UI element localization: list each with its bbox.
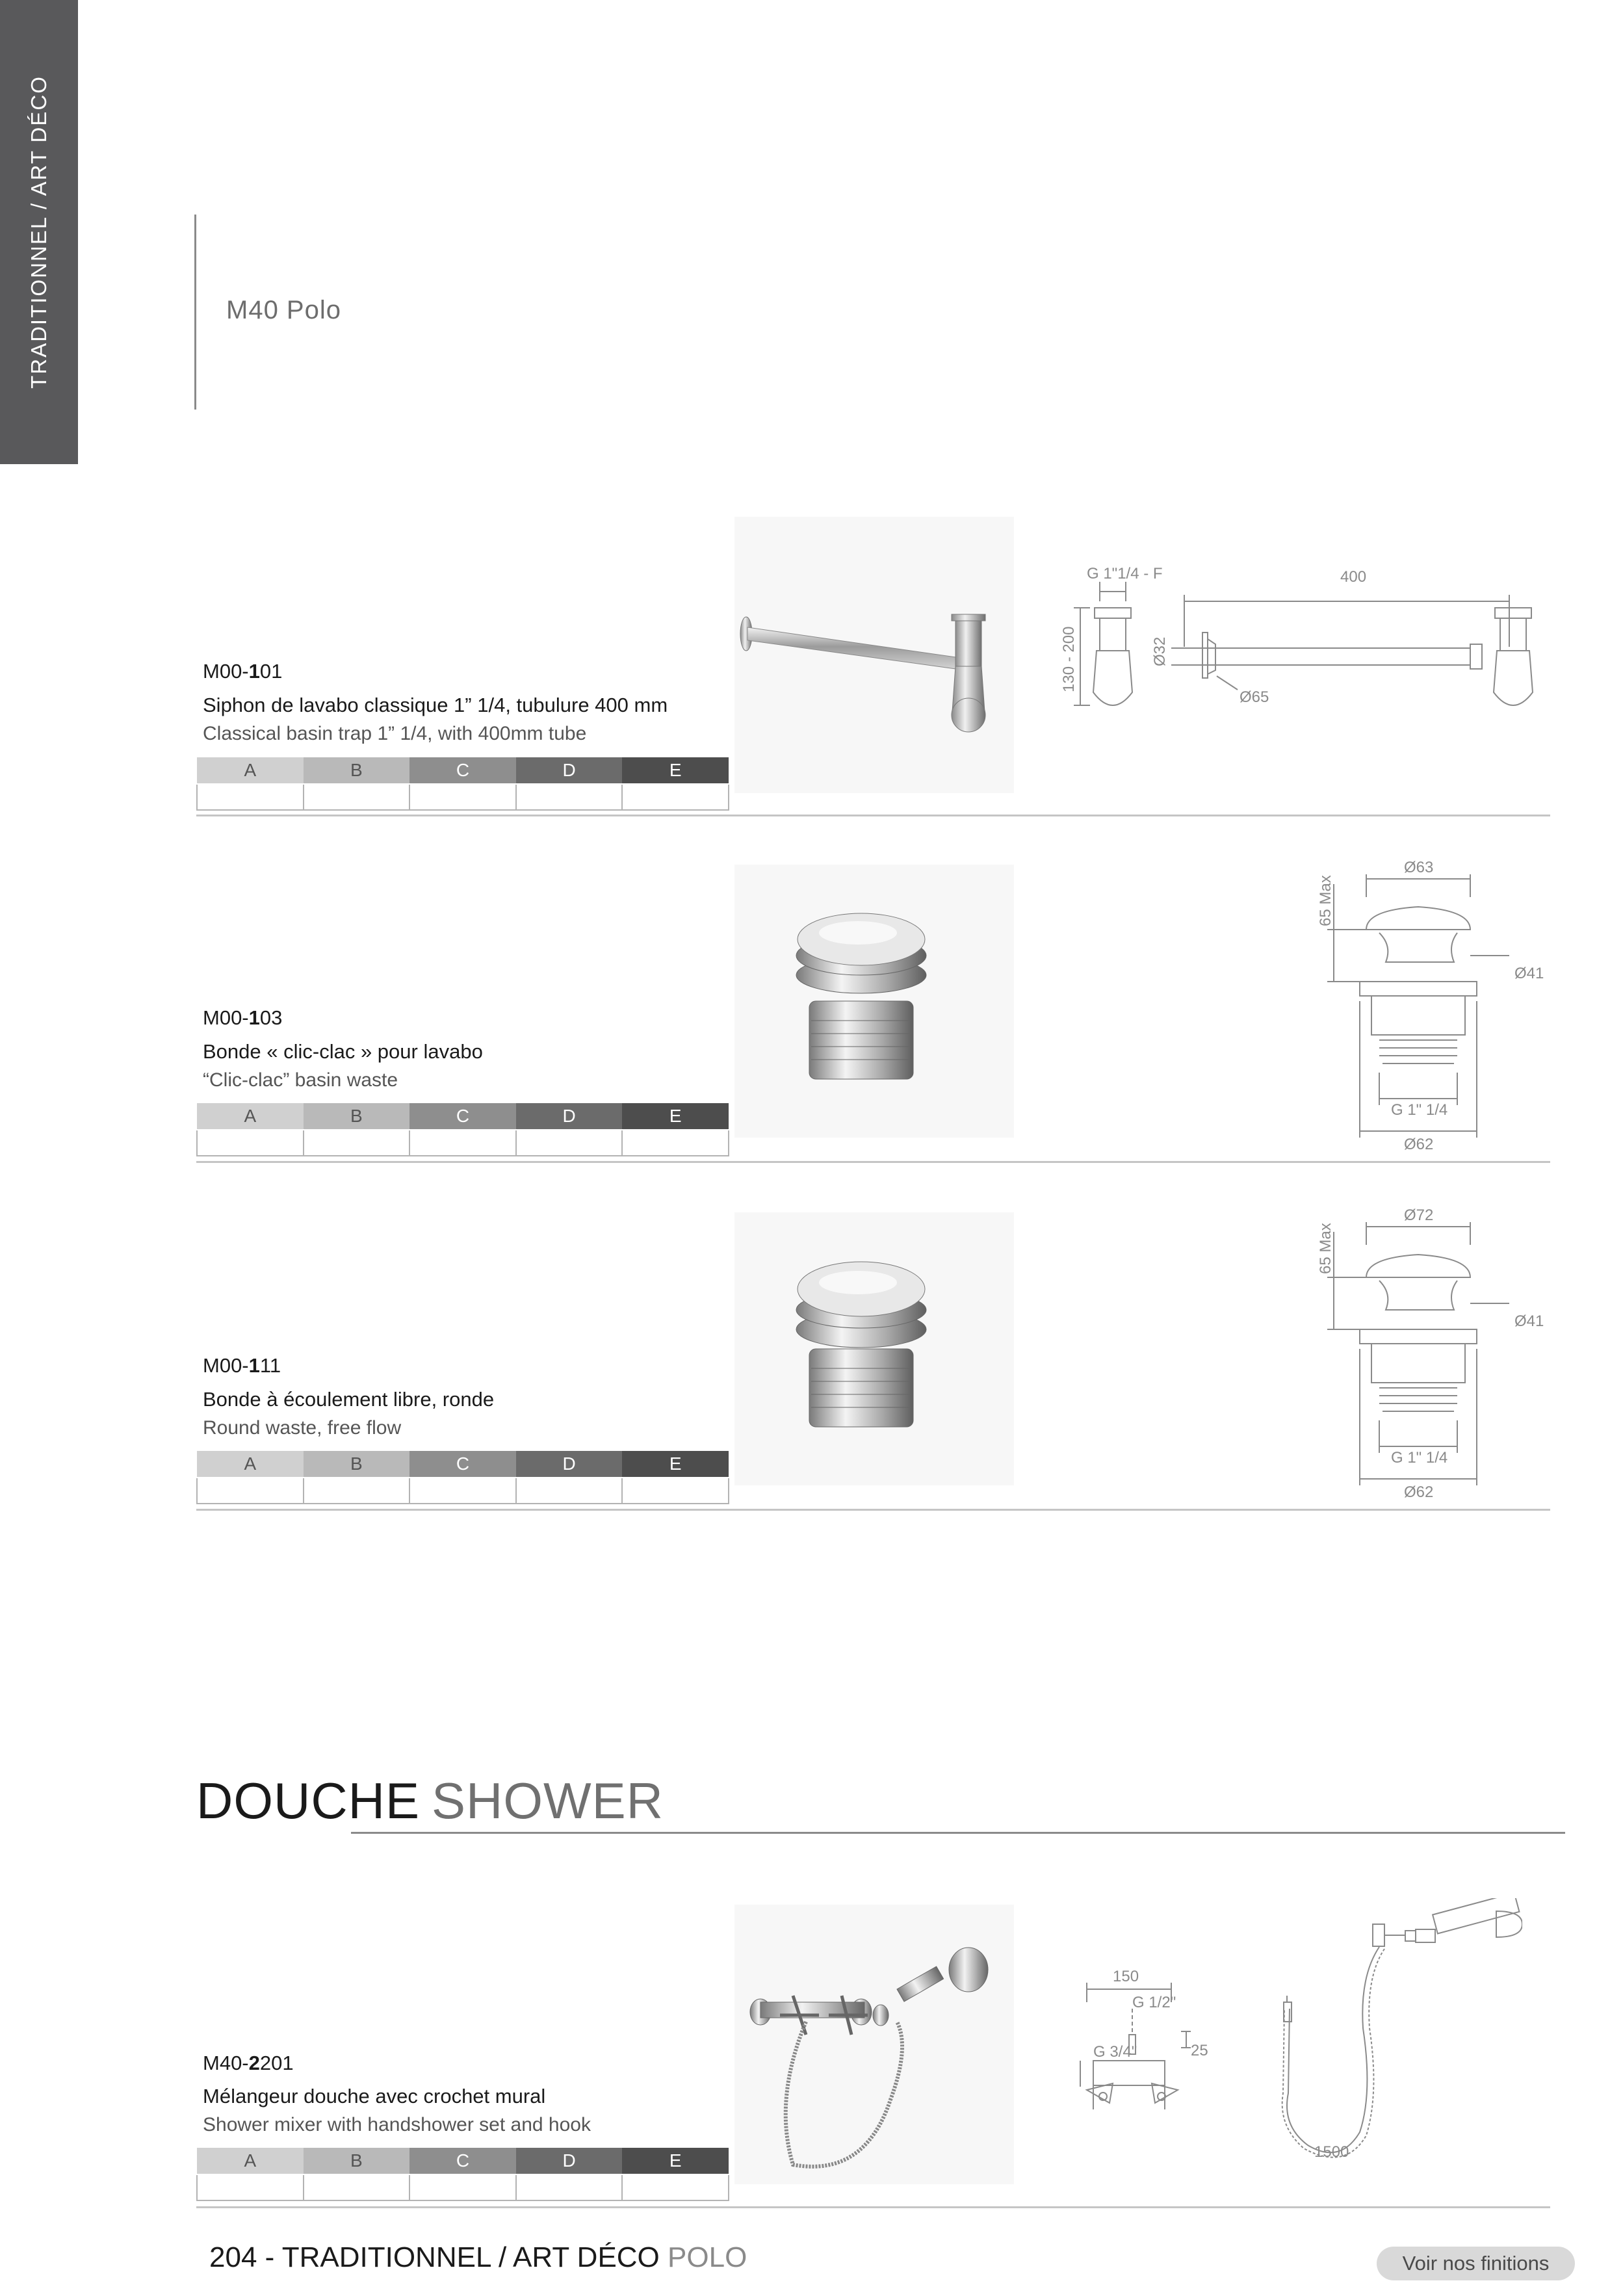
finish-b[interactable]: B — [304, 1102, 410, 1130]
product-code: M00-101 — [203, 660, 283, 683]
finish-a[interactable]: A — [197, 1102, 304, 1130]
finish-d[interactable]: D — [516, 1102, 623, 1130]
finish-c[interactable]: C — [409, 757, 516, 784]
side-tab — [0, 0, 78, 464]
product-photo-round-waste — [734, 1212, 1014, 1485]
dimension-drawing-handshower — [1249, 1898, 1522, 2171]
finish-e[interactable]: E — [622, 2147, 729, 2174]
product-name-fr: Bonde « clic-clac » pour lavabo — [203, 1040, 483, 1063]
footer-accent: POLO — [668, 2241, 747, 2273]
finish-b[interactable]: B — [304, 2147, 410, 2174]
product-code: M40-2201 — [203, 2052, 294, 2074]
finish-b[interactable]: B — [304, 1450, 410, 1478]
product-name-fr: Siphon de lavabo classique 1” 1/4, tubulure 400 mm — [203, 694, 668, 716]
row-divider — [196, 1161, 1550, 1163]
svg-text:65 Max: 65 Max — [1317, 875, 1334, 926]
section-title-en: SHOWER — [432, 1772, 664, 1829]
view-finishes-button[interactable]: Voir nos finitions — [1377, 2247, 1575, 2280]
svg-text:150: 150 — [1113, 1968, 1139, 1985]
finish-table — [196, 2146, 729, 2201]
product-name-en: Classical basin trap 1” 1/4, with 400mm tube — [203, 723, 587, 744]
finish-d[interactable]: D — [516, 2147, 623, 2174]
product-name-en: Shower mixer with handshower set and hook — [203, 2114, 591, 2135]
dimension-drawing-clic-clac — [1275, 858, 1548, 1157]
svg-text:Ø32: Ø32 — [1151, 636, 1169, 666]
svg-text:G 1" 1/4: G 1" 1/4 — [1391, 1101, 1448, 1119]
product-m40-2201 — [196, 1898, 1550, 2204]
product-code: M00-103 — [203, 1006, 283, 1029]
svg-text:25: 25 — [1191, 2042, 1208, 2059]
page-footer — [209, 2241, 747, 2274]
svg-text:Ø65: Ø65 — [1240, 688, 1269, 706]
row-divider — [196, 815, 1550, 816]
svg-text:G 1/2": G 1/2" — [1132, 1994, 1176, 2011]
svg-text:G 1" 1/4: G 1" 1/4 — [1391, 1449, 1448, 1467]
finish-e[interactable]: E — [622, 757, 729, 784]
product-m00-111 — [196, 1206, 1550, 1511]
finish-a[interactable]: A — [197, 2147, 304, 2174]
finish-e[interactable]: E — [622, 1450, 729, 1478]
product-name-en: “Clic-clac” basin waste — [203, 1069, 398, 1091]
finish-c[interactable]: C — [409, 1102, 516, 1130]
svg-text:G 1"1/4 - F: G 1"1/4 - F — [1087, 565, 1163, 582]
svg-text:Ø62: Ø62 — [1404, 1483, 1434, 1501]
row-divider — [196, 2206, 1550, 2208]
product-photo-shower-mixer — [734, 1905, 1014, 2184]
section-heading — [196, 1771, 664, 1831]
dimension-drawing-shower-mixer — [1067, 1963, 1262, 2158]
finish-table — [196, 1102, 729, 1156]
row-divider — [196, 1509, 1550, 1511]
svg-text:G 3/4": G 3/4" — [1093, 2043, 1137, 2061]
footer-page-label: 204 - TRADITIONNEL / ART DÉCO — [209, 2241, 660, 2273]
finish-b[interactable]: B — [304, 757, 410, 784]
finish-d[interactable]: D — [516, 757, 623, 784]
svg-text:Ø62: Ø62 — [1404, 1136, 1434, 1153]
finish-c[interactable]: C — [409, 2147, 516, 2174]
dimension-drawing-round-waste — [1275, 1206, 1548, 1505]
svg-text:400: 400 — [1340, 568, 1367, 586]
product-name-en: Round waste, free flow — [203, 1417, 402, 1439]
side-tab-label: TRADITIONNEL / ART DÉCO — [27, 75, 51, 389]
finish-c[interactable]: C — [409, 1450, 516, 1478]
finish-table — [196, 1450, 729, 1504]
finish-a[interactable]: A — [197, 757, 304, 784]
finish-a[interactable]: A — [197, 1450, 304, 1478]
product-code: M00-111 — [203, 1354, 281, 1377]
series-title: M40 Polo — [226, 296, 341, 324]
dimension-drawing-trap — [1054, 562, 1548, 796]
finish-d[interactable]: D — [516, 1450, 623, 1478]
svg-text:Ø41: Ø41 — [1514, 965, 1544, 982]
product-name-fr: Mélangeur douche avec crochet mural — [203, 2085, 546, 2107]
product-photo-waste — [734, 865, 1014, 1138]
svg-text:130 - 200: 130 - 200 — [1060, 626, 1078, 692]
section-title-fr: DOUCHE — [196, 1772, 421, 1829]
product-name-fr: Bonde à écoulement libre, ronde — [203, 1388, 495, 1411]
svg-text:1500: 1500 — [1314, 2143, 1349, 2161]
product-photo-trap — [734, 517, 1014, 793]
svg-text:65 Max: 65 Max — [1317, 1223, 1334, 1274]
finish-e[interactable]: E — [622, 1102, 729, 1130]
section-divider — [351, 1832, 1565, 1834]
svg-text:Ø72: Ø72 — [1404, 1207, 1434, 1224]
header-divider — [194, 215, 196, 410]
svg-text:Ø41: Ø41 — [1514, 1312, 1544, 1330]
finish-table — [196, 756, 729, 811]
svg-text:Ø63: Ø63 — [1404, 859, 1434, 876]
product-m00-103 — [196, 858, 1550, 1164]
product-m00-101 — [196, 517, 1550, 816]
